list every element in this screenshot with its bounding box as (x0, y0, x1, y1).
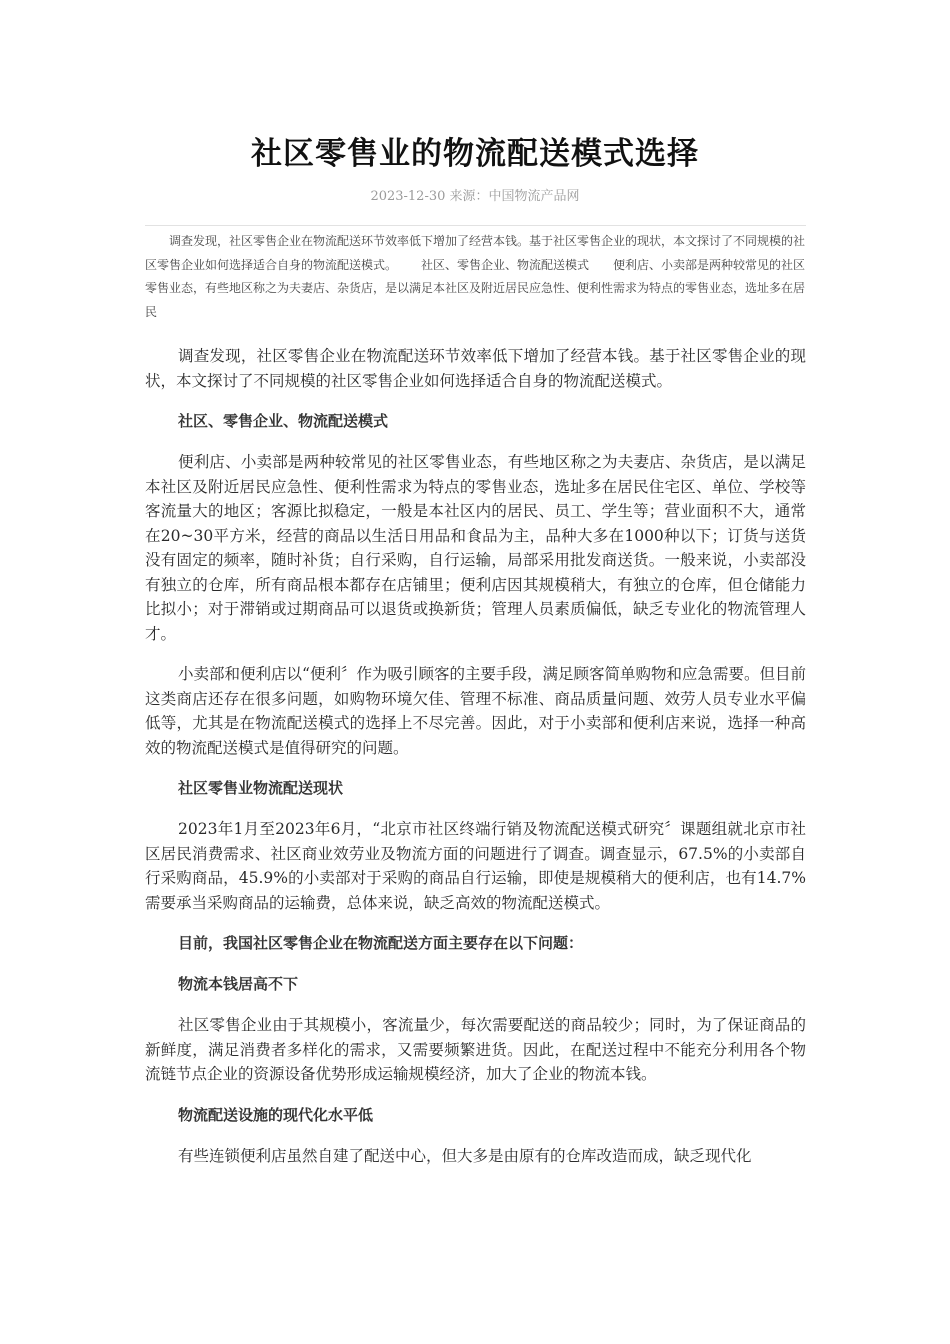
heading-high-cost: 物流本钱居高不下 (178, 975, 299, 993)
paragraph-survey: 2023年1月至2023年6月，“北京市社区终端行销及物流配送模式研究〞课题组就北京市社区居民消费需求、社区商业效劳业及物流方面的问题进行了调查。调查显示，67.5%的小卖部自行采购商品，45.9%的小卖部对于采购的商品自行运输，即使是规模稍大的便利店，也有14.7%需要承当采购商品的运输费，总体来说，缺乏高效的物流配送模式。 (145, 820, 806, 912)
heading-problems: 目前，我国社区零售企业在物流配送方面主要存在以下问题： (178, 934, 584, 952)
summary-abstract: 调查发现，社区零售企业在物流配送环节效率低下增加了经营本钱。基于社区零售企业的现状，本文探讨了不同规模的社区零售企业如何选择适合自身的物流配送模式。 (145, 234, 806, 272)
paragraph-store-types: 便利店、小卖部是两种较常见的社区零售业态，有些地区称之为夫妻店、杂货店，是以满足本社区及附近居民应急性、便利性需求为特点的零售业态，选址多在居民住宅区、单位、学校等客流量大的地区；客源比拟稳定，一般是本社区内的居民、员工、学生等；营业面积不大，通常在20~30平方米，经营的商品以生活日用品和食品为主，品种大多在1000种以下；订货与送货没有固定的频率，随时补货；自行采购，自行运输，局部采用批发商送货。一般来说，小卖部没有独立的仓库，所有商品根本都存在店铺里；便利店因其规模稍大，有独立的仓库，但仓储能力比拟小；对于滞销或过期商品可以退货或换新货；管理人员素质偏低，缺乏专业化的物流管理人才。 (145, 453, 806, 643)
article-title: 社区零售业的物流配送模式选择 (251, 136, 699, 172)
paragraph-convenience: 小卖部和便利店以“便利〞作为吸引顾客的主要手段，满足顾客简单购物和应急需要。但目前这类商店还存在很多问题，如购物环境欠佳、管理不标准、商品质量问题、效劳人员专业水平偏低等，尤其是在物流配送模式的选择上不尽完善。因此，对于小卖部和便利店来说，选择一种高效的物流配送模式是值得研究的问题。 (145, 665, 806, 757)
heading-current-status: 社区零售业物流配送现状 (178, 779, 344, 797)
article-source: 来源：中国物流产品网 (449, 189, 580, 204)
summary-excerpt: 便利店、小卖部是两种较常见的社区零售业态，有些地区称之为夫妻店、杂货店，是以满足本社区及附近居民应急性、便利性需求为特点的零售业态，选址多在居民 (145, 257, 806, 319)
heading-low-modernization: 物流配送设施的现代化水平低 (178, 1105, 374, 1124)
paragraph-abstract: 调查发现，社区零售企业在物流配送环节效率低下增加了经营本钱。基于社区零售企业的现状，本文探讨了不同规模的社区零售企业如何选择适合自身的物流配送模式。 (145, 347, 806, 390)
article-summary (145, 230, 806, 324)
article-body (145, 344, 806, 1184)
heading-keywords: 社区、零售企业、物流配送模式 (178, 412, 389, 430)
paragraph-high-cost: 社区零售企业由于其规模小，客流量少，每次需要配送的商品较少；同时，为了保证商品的新鲜度，满足消费者多样化的需求，又需要频繁进货。因此，在配送过程中不能充分利用各个物流链节点企业的资源设备优势形成运输规模经济，加大了企业的物流本钱。 (145, 1016, 806, 1083)
summary-keywords: 社区、零售企业、物流配送模式 (421, 257, 590, 272)
article-meta (0, 185, 950, 204)
article-date: 2023-12-30 (370, 189, 446, 204)
divider (145, 225, 806, 226)
paragraph-low-modernization: 有些连锁便利店虽然自建了配送中心，但大多是由原有的仓库改造而成，缺乏现代化 (178, 1146, 752, 1165)
